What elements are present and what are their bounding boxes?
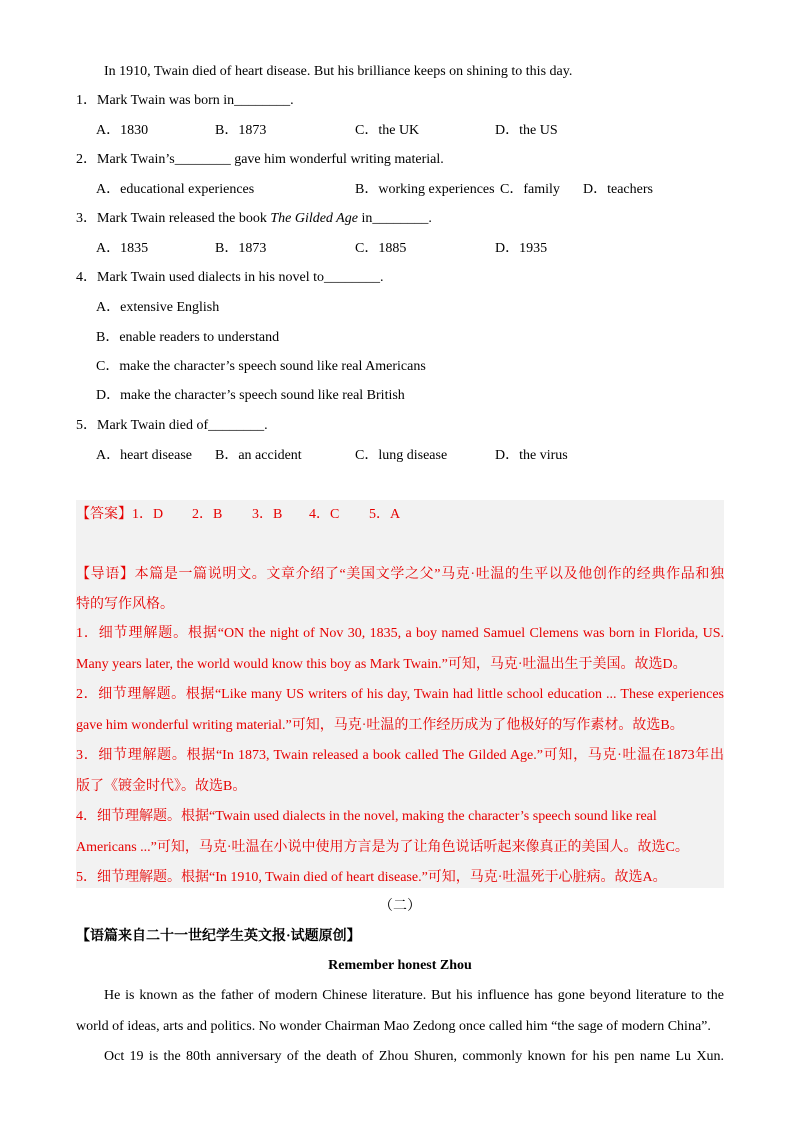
- question-4-option-d: D．make the character’s speech sound like real British: [96, 388, 405, 403]
- question-5-stem: 5．Mark Twain died of________.: [76, 418, 268, 433]
- answer-5: 5．A: [369, 507, 401, 522]
- question-2-option-c: C．family: [500, 182, 560, 197]
- explanation-1b: Many years later, the world would know this boy as Mark Twain.”可知，马克·吐温出生于美国。故选D。: [76, 657, 687, 672]
- question-1-option-b: B．1873: [215, 123, 267, 138]
- source-note: 【语篇来自二十一世纪学生英文报·试题原创】: [76, 929, 361, 944]
- answer-2: 2．B: [192, 507, 223, 522]
- answer-4: 4．C: [309, 507, 340, 522]
- question-4-option-c: C．make the character’s speech sound like real Americans: [96, 359, 426, 374]
- question-3-stem-post: in________.: [357, 211, 432, 226]
- explanation-5: 5．细节理解题。根据“In 1910, Twain died of heart disease.”可知，马克·吐温死于心脏病。故选A。: [76, 870, 667, 885]
- article-paragraph-2-line-1: [76, 1048, 724, 1066]
- explanation-4a: 4．细节理解题。根据“Twain used dialects in the novel, making the character’s speech sound like real: [76, 809, 657, 824]
- article-paragraph-1-line-2: world of ideas, arts and politics. No wonder Chairman Mao Zedong once called him “the sage of modern China”.: [76, 1019, 711, 1034]
- explanation-3a: 3．细节理解题。根据“In 1873, Twain released a book called The Gilded Age.”可知，马克·吐温在1873年出: [76, 748, 724, 763]
- explanation-2a: 2．细节理解题。根据“Like many US writers of his day, Twain had little school education ... These experiences: [76, 687, 724, 702]
- section-marker: （二）: [379, 899, 421, 914]
- answer-3: 3．B: [252, 507, 283, 522]
- question-2-option-d: D．teachers: [583, 182, 653, 197]
- article-line-text: Oct 19 is the 80th anniversary of the death of Zhou Shuren, commonly known for his pen name Lu Xun.: [104, 1049, 724, 1064]
- question-3-stem-pre: 3．Mark Twain released the book: [76, 211, 271, 226]
- question-3-option-c: C．1885: [355, 241, 407, 256]
- explanation-3b: 版了《镀金时代》。故选B。: [76, 779, 247, 794]
- question-4-option-b: B．enable readers to understand: [96, 330, 280, 345]
- question-4-stem: 4．Mark Twain used dialects in his novel to________.: [76, 270, 384, 285]
- article-paragraph-1-line-1: [76, 987, 724, 1005]
- explanation-4b: Americans ...”可知，马克·吐温在小说中使用方言是为了让角色说话听起来像真正的美国人。故选C。: [76, 840, 689, 855]
- question-3-option-d: D．1935: [495, 241, 548, 256]
- question-2-stem: 2．Mark Twain’s________ gave him wonderful writing material.: [76, 152, 444, 167]
- article-title: Remember honest Zhou: [328, 958, 472, 973]
- answer-1: 1．D: [132, 507, 164, 522]
- answer-label: 【答案】: [76, 507, 132, 522]
- question-5-option-b: B．an accident: [215, 448, 302, 463]
- question-3-book-title: The Gilded Age: [270, 211, 358, 226]
- question-1-option-c: C．the UK: [355, 123, 420, 138]
- question-1-stem: 1．Mark Twain was born in________.: [76, 93, 294, 108]
- guide-line-1: 【导语】本篇是一篇说明文。文章介绍了“美国文学之父”马克·吐温的生平以及他创作的经典作品和独: [76, 567, 724, 582]
- question-1-option-d: D．the US: [495, 123, 558, 138]
- question-4-option-a: A．extensive English: [96, 300, 220, 315]
- explanation-1a: 1．细节理解题。根据“ON the night of Nov 30, 1835, a boy named Samuel Clemens was born in Florida, US.: [76, 626, 724, 641]
- question-5-option-a: A．heart disease: [96, 448, 193, 463]
- question-5-option-d: D．the virus: [495, 448, 568, 463]
- question-2-option-a: A．educational experiences: [96, 182, 255, 197]
- intro-line: In 1910, Twain died of heart disease. But his brilliance keeps on shining to this day.: [104, 64, 573, 79]
- question-3-option-a: A．1835: [96, 241, 149, 256]
- article-line-text: He is known as the father of modern Chinese literature. But his influence has gone beyond literature to the: [104, 988, 724, 1003]
- guide-line-2: 特的写作风格。: [76, 597, 174, 612]
- explanation-2b: gave him wonderful writing material.”可知，马克·吐温的工作经历成为了他极好的写作素材。故选B。: [76, 718, 684, 733]
- question-3-option-b: B．1873: [215, 241, 267, 256]
- question-1-option-a: A．1830: [96, 123, 149, 138]
- question-5-option-c: C．lung disease: [355, 448, 448, 463]
- question-3-stem: [76, 210, 432, 228]
- question-2-option-b: B．working experiences: [355, 182, 495, 197]
